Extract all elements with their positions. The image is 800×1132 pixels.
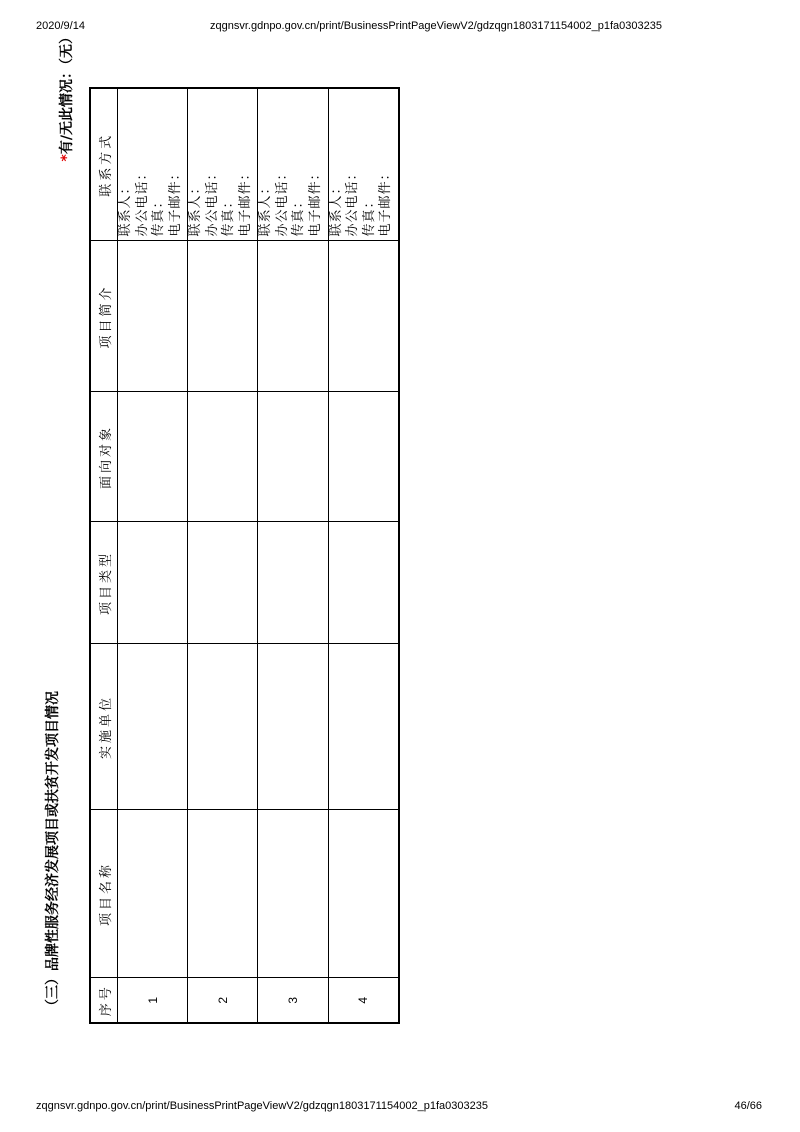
required-mark: * bbox=[59, 154, 75, 162]
status-value: （无） bbox=[59, 30, 75, 65]
cell-implementer bbox=[258, 644, 328, 810]
status-label: 有/无此情况： bbox=[59, 65, 75, 155]
cell-implementer bbox=[328, 644, 399, 810]
row-index: 1 bbox=[118, 978, 188, 1023]
fax-label: 传真： bbox=[151, 194, 166, 237]
contact-person-label: 联系人： bbox=[188, 180, 204, 237]
cell-contact bbox=[328, 88, 399, 241]
section-title: （三）品牌性服务经济发展项目或扶贫开发项目情况 bbox=[45, 691, 61, 1013]
email-label: 电子邮件： bbox=[167, 166, 183, 237]
table-row bbox=[118, 88, 188, 1023]
row-index: 2 bbox=[188, 978, 258, 1023]
col-header-contact: 联系方式 bbox=[90, 88, 118, 241]
contact-person-label: 联系人： bbox=[118, 180, 133, 237]
col-header-project-summary: 项目简介 bbox=[90, 241, 118, 392]
contact-person-label: 联系人： bbox=[328, 180, 344, 237]
cell-implementer bbox=[118, 644, 188, 810]
office-phone-label: 办公电话： bbox=[204, 166, 220, 237]
status-line bbox=[56, 30, 76, 161]
print-footer-url: zqgnsvr.gdnpo.gov.cn/print/BusinessPrintPageViewV2/gdzqgn1803171154002_p1fa0303235 bbox=[36, 1100, 488, 1112]
cell-contact bbox=[188, 88, 258, 241]
cell-target-group bbox=[118, 392, 188, 522]
table-row bbox=[328, 88, 399, 1023]
email-label: 电子邮件： bbox=[237, 166, 253, 237]
print-date: 2020/9/14 bbox=[36, 20, 85, 32]
cell-target-group bbox=[328, 392, 399, 522]
cell-project-summary bbox=[118, 241, 188, 392]
email-label: 电子邮件： bbox=[307, 166, 323, 237]
cell-project-summary bbox=[258, 241, 328, 392]
cell-target-group bbox=[258, 392, 328, 522]
cell-project-type bbox=[328, 522, 399, 644]
cell-project-summary bbox=[328, 241, 399, 392]
col-header-implementer: 实施单位 bbox=[90, 644, 118, 810]
row-index: 4 bbox=[328, 978, 399, 1023]
office-phone-label: 办公电话： bbox=[274, 166, 290, 237]
col-header-index: 序号 bbox=[90, 978, 118, 1023]
contact-person-label: 联系人： bbox=[258, 180, 274, 237]
cell-project-name bbox=[118, 810, 188, 978]
cell-project-summary bbox=[188, 241, 258, 392]
rotated-page-content bbox=[40, 28, 400, 1028]
cell-project-type bbox=[118, 522, 188, 644]
fax-label: 传真： bbox=[361, 194, 377, 237]
col-header-target-group: 面向对象 bbox=[90, 392, 118, 522]
table-row bbox=[188, 88, 258, 1023]
office-phone-label: 办公电话： bbox=[345, 166, 361, 237]
project-table bbox=[89, 87, 400, 1024]
cell-project-name bbox=[258, 810, 328, 978]
table-header-row bbox=[90, 88, 118, 1023]
cell-project-type bbox=[188, 522, 258, 644]
col-header-project-name: 项目名称 bbox=[90, 810, 118, 978]
cell-implementer bbox=[188, 644, 258, 810]
print-header-url: zqgnsvr.gdnpo.gov.cn/print/BusinessPrintPageViewV2/gdzqgn1803171154002_p1fa0303235 bbox=[210, 20, 662, 32]
cell-contact bbox=[118, 88, 188, 241]
cell-project-name bbox=[188, 810, 258, 978]
cell-contact bbox=[258, 88, 328, 241]
cell-project-name bbox=[328, 810, 399, 978]
email-label: 电子邮件： bbox=[378, 166, 394, 237]
col-header-project-type: 项目类型 bbox=[90, 522, 118, 644]
page-number: 46/66 bbox=[734, 1100, 762, 1112]
cell-project-type bbox=[258, 522, 328, 644]
table-row bbox=[258, 88, 328, 1023]
office-phone-label: 办公电话： bbox=[134, 166, 150, 237]
fax-label: 传真： bbox=[291, 194, 307, 237]
cell-target-group bbox=[188, 392, 258, 522]
fax-label: 传真： bbox=[221, 194, 237, 237]
row-index: 3 bbox=[258, 978, 328, 1023]
